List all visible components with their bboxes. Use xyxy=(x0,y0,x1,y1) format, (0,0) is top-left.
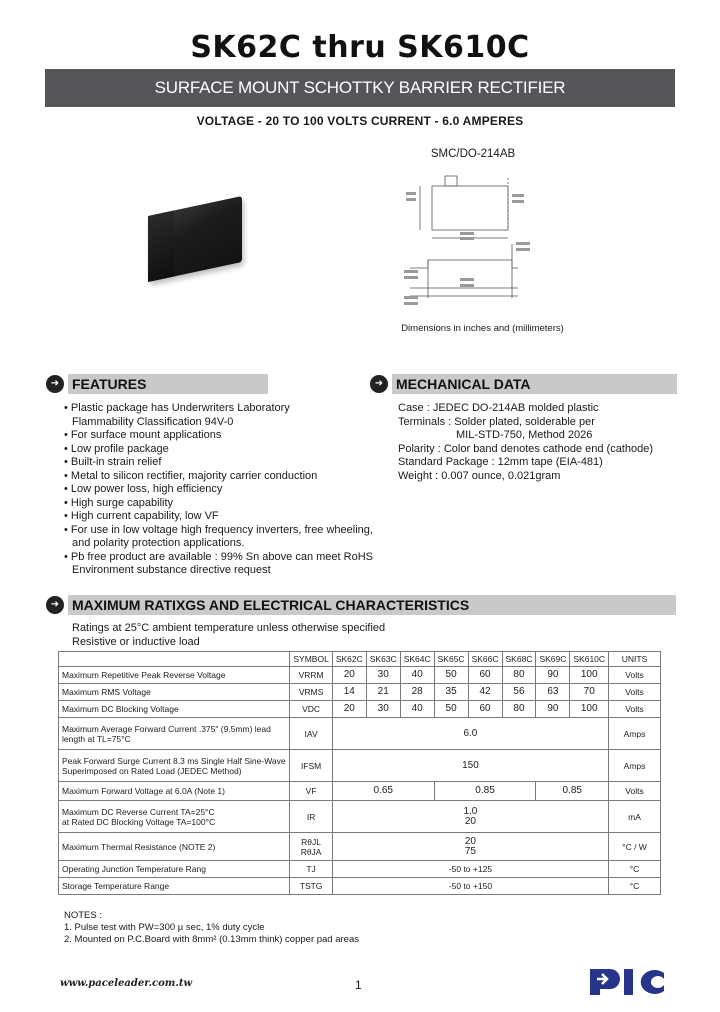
notes-heading: NOTES : xyxy=(64,910,103,921)
symbol-cell: VF xyxy=(290,782,332,801)
value-cell: 30 xyxy=(366,701,400,718)
value-line: 20 xyxy=(464,835,476,847)
characteristics-title: MAXIMUM RATIXGS AND ELECTRICAL CHARACTERISTICS xyxy=(68,595,676,615)
list-item: Standard Package : 12mm tape (EIA-481) xyxy=(398,456,603,468)
value-cell: 90 xyxy=(536,701,570,718)
table-header-cell: SK66C xyxy=(468,652,502,667)
component-photo xyxy=(148,196,242,282)
footer-url[interactable]: www.paceleader.com.tw xyxy=(60,978,193,989)
value-cell: 0.65 xyxy=(332,782,434,801)
page-title: SK62C thru SK610C xyxy=(190,30,530,65)
symbol-cell: TSTG xyxy=(290,878,332,895)
value-cell: 0.85 xyxy=(434,782,536,801)
param-line: length at TL=75°C xyxy=(62,733,131,744)
list-item: • Low power loss, high efficiency xyxy=(64,483,223,495)
page-number: 1 xyxy=(355,978,362,992)
value-line: 1.0 xyxy=(463,805,478,817)
table-row xyxy=(59,861,661,878)
value-cell: 21 xyxy=(366,684,400,701)
cathode-band xyxy=(148,210,174,282)
arrow-circle-icon: ➜ xyxy=(46,375,64,393)
table-row xyxy=(59,718,661,750)
characteristics-heading xyxy=(46,594,686,616)
param-line: at Rated DC Blocking Voltage TA=100°C xyxy=(62,816,216,827)
list-item: Flammability Classification 94V-0 xyxy=(72,415,234,428)
unit-cell: Volts xyxy=(609,684,661,701)
list-item: Case : JEDEC DO-214AB molded plastic xyxy=(398,402,599,414)
param-cell: Maximum Thermal Resistance (NOTE 2) xyxy=(59,833,290,861)
table-cell xyxy=(59,652,290,667)
table-row xyxy=(59,750,661,782)
characteristics-table xyxy=(58,651,661,895)
param-line: Maximum DC Reverse Current TA=25°C xyxy=(62,806,215,817)
param-cell xyxy=(59,801,290,833)
value-cell: 60 xyxy=(468,701,502,718)
value-cell: 90 xyxy=(536,667,570,684)
table-row xyxy=(59,833,661,861)
unit-cell: Volts xyxy=(609,667,661,684)
dimensions-caption: Dimensions in inches and (millimeters) xyxy=(401,323,564,334)
table-header-cell: SK68C xyxy=(502,652,536,667)
list-item: Terminals : Solder plated, solderable per xyxy=(398,415,595,428)
table-header-cell: SK63C xyxy=(366,652,400,667)
value-cell: 100 xyxy=(570,701,609,718)
list-item: Environment substance directive request xyxy=(72,564,271,576)
value-cell: 150 xyxy=(332,750,608,782)
table-row xyxy=(59,701,661,718)
dimension-drawing xyxy=(400,168,570,320)
list-item: • Built-in strain relief xyxy=(64,456,162,468)
conditions xyxy=(72,621,385,649)
list-item: • Low profile package xyxy=(64,442,169,455)
features-heading xyxy=(46,373,366,395)
value-cell: 50 xyxy=(434,701,468,718)
value-cell xyxy=(332,833,608,861)
value-cell: 0.85 xyxy=(536,782,609,801)
value-cell: 30 xyxy=(366,667,400,684)
value-cell: 56 xyxy=(502,684,536,701)
param-line: Peak Forward Surge Current 8.3 ms Single Half Sine-Wave xyxy=(62,755,286,766)
value-cell: 80 xyxy=(502,667,536,684)
value-cell: 20 xyxy=(332,701,366,718)
list-item: and polarity protection applications. xyxy=(72,537,245,549)
value-cell: 63 xyxy=(536,684,570,701)
symbol-line: RθJA xyxy=(300,846,322,857)
table-header-row xyxy=(59,652,661,667)
table-header-cell: SK69C xyxy=(536,652,570,667)
list-item: • Pb free product are available : 99% Sn above can meet RoHS xyxy=(64,550,373,563)
value-cell: 6.0 xyxy=(332,718,608,750)
list-item: Weight : 0.007 ounce, 0.021gram xyxy=(398,469,561,482)
unit-cell: Amps xyxy=(609,750,661,782)
table-header-cell: SK610C xyxy=(570,652,609,667)
param-line: Maximum Average Forward Current .375" (9.5mm) lead xyxy=(62,723,271,734)
symbol-cell: VRRM xyxy=(290,667,332,684)
unit-cell: °C xyxy=(609,878,661,895)
condition-line: Ratings at 25°C ambient temperature unless otherwise specified xyxy=(72,622,386,634)
param-cell: Operating Junction Temperature Rang xyxy=(59,861,290,878)
value-cell: 14 xyxy=(332,684,366,701)
symbol-cell xyxy=(290,833,332,861)
subtitle-banner: SURFACE MOUNT SCHOTTKY BARRIER RECTIFIER xyxy=(45,69,675,107)
notes xyxy=(64,910,359,946)
list-item: • For surface mount applications xyxy=(64,429,222,441)
value-cell: 70 xyxy=(570,684,609,701)
table-row xyxy=(59,684,661,701)
features-title: FEATURES xyxy=(68,374,268,394)
value-cell: 100 xyxy=(570,667,609,684)
param-cell xyxy=(59,718,290,750)
param-cell xyxy=(59,750,290,782)
unit-cell: mA xyxy=(609,801,661,833)
table-row xyxy=(59,782,661,801)
table-header-cell: UNITS xyxy=(609,652,661,667)
symbol-cell: TJ xyxy=(290,861,332,878)
company-logo xyxy=(588,963,668,997)
table-header-cell: SK65C xyxy=(434,652,468,667)
mechanical-title: MECHANICAL DATA xyxy=(392,374,677,394)
value-cell: 35 xyxy=(434,684,468,701)
table-row xyxy=(59,878,661,895)
value-cell: 42 xyxy=(468,684,502,701)
unit-cell: Amps xyxy=(609,718,661,750)
param-line: Superimposed on Rated Load (JEDEC Method) xyxy=(62,765,242,776)
mechanical-data xyxy=(398,402,688,483)
value-cell: 60 xyxy=(468,667,502,684)
value-cell: 28 xyxy=(400,684,434,701)
list-item: • High current capability, low VF xyxy=(64,510,219,522)
symbol-line: RθJL xyxy=(301,836,322,847)
list-item: • Metal to silicon rectifier, majority carrier conduction xyxy=(64,469,318,482)
table-header-cell: SK64C xyxy=(400,652,434,667)
table-header-cell: SK62C xyxy=(332,652,366,667)
table-row xyxy=(59,801,661,833)
value-cell: 80 xyxy=(502,701,536,718)
value-cell: 50 xyxy=(434,667,468,684)
unit-cell: °C xyxy=(609,861,661,878)
ratings-summary: VOLTAGE - 20 TO 100 VOLTS CURRENT - 6.0 AMPERES xyxy=(196,114,524,128)
value-line: 75 xyxy=(464,845,476,857)
features-list xyxy=(64,402,373,578)
param-cell: Maximum RMS Voltage xyxy=(59,684,290,701)
value-cell: 20 xyxy=(332,667,366,684)
symbol-cell: IFSM xyxy=(290,750,332,782)
value-cell: 40 xyxy=(400,667,434,684)
table-row xyxy=(59,667,661,684)
symbol-cell: VDC xyxy=(290,701,332,718)
unit-cell: Volts xyxy=(609,701,661,718)
value-cell xyxy=(332,801,608,833)
arrow-circle-icon: ➜ xyxy=(370,375,388,393)
param-cell: Maximum Forward Voltage at 6.0A (Note 1) xyxy=(59,782,290,801)
value-cell: -50 to +125 xyxy=(332,861,608,878)
package-label: SMC/DO-214AB xyxy=(430,148,516,160)
value-cell: 40 xyxy=(400,701,434,718)
arrow-circle-icon: ➜ xyxy=(46,596,64,614)
param-cell: Maximum DC Blocking Voltage xyxy=(59,701,290,718)
value-line: 20 xyxy=(464,815,476,827)
symbol-cell: IAV xyxy=(290,718,332,750)
mechanical-heading xyxy=(370,373,690,395)
table-header-cell: SYMBOL xyxy=(290,652,332,667)
list-item: Polarity : Color band denotes cathode end (cathode) xyxy=(398,442,653,455)
value-cell: -50 to +150 xyxy=(332,878,608,895)
list-item: • Plastic package has Underwriters Laboratory xyxy=(64,402,290,414)
list-item: • For use in low voltage high frequency inverters, free wheeling, xyxy=(64,523,373,536)
symbol-cell: VRMS xyxy=(290,684,332,701)
condition-line: Resistive or inductive load xyxy=(72,636,200,648)
unit-cell: Volts xyxy=(609,782,661,801)
note-item: 1. Pulse test with PW=300 µ sec, 1% duty cycle xyxy=(64,922,265,933)
symbol-cell: IR xyxy=(290,801,332,833)
unit-cell: °C / W xyxy=(609,833,661,861)
param-cell: Storage Temperature Range xyxy=(59,878,290,895)
note-item: 2. Mounted on P.C.Board with 8mm² (0.13mm think) copper pad areas xyxy=(64,934,359,945)
list-item: • High surge capability xyxy=(64,496,174,509)
param-cell: Maximum Repetitive Peak Reverse Voltage xyxy=(59,667,290,684)
list-item: MIL-STD-750, Method 2026 xyxy=(456,429,593,441)
